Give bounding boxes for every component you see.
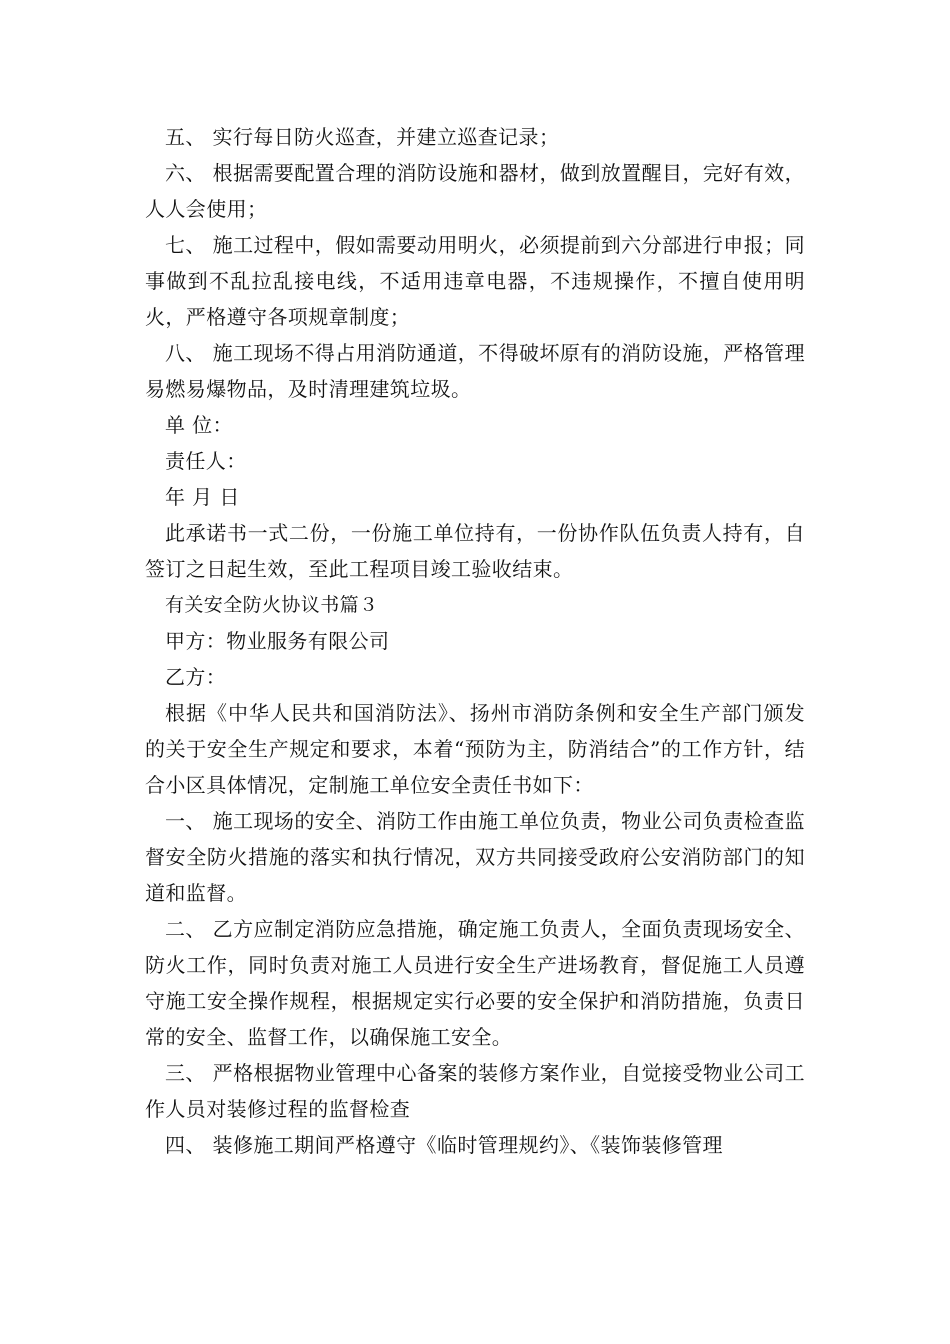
party-a: 甲方：物业服务有限公司: [165, 629, 390, 653]
party-b: 乙方：: [165, 665, 227, 689]
copies-note: 此承诺书一式二份，一份施工单位持有，一份协作队伍负责人持有，自签订之日起生效，至此工程项目竣工验收结束。: [145, 521, 805, 581]
clause-8: 八、 施工现场不得占用消防通道，不得破坏原有的消防设施，严格管理易燃易爆物品，及时清理建筑垃圾。: [145, 341, 805, 401]
document-body: [145, 119, 805, 1163]
article-3: 三、 严格根据物业管理中心备案的装修方案作业，自觉接受物业公司工作人员对装修过程的监督检查: [145, 1061, 805, 1121]
article-4: 四、 装修施工期间严格遵守《临时管理规约》、《装饰装修管理: [165, 1133, 723, 1157]
preamble: 根据《中华人民共和国消防法》、扬州市消防条例和安全生产部门颁发的关于安全生产规定和要求，本着“预防为主，防消结合”的工作方针，结合小区具体情况，定制施工单位安全责任书如下：: [145, 701, 805, 797]
section-title: 有关安全防火协议书篇３: [165, 594, 379, 616]
signature-responsible-person: 责任人：: [165, 449, 247, 473]
clause-7: 七、 施工过程中，假如需要动用明火，必须提前到六分部进行申报；同事做到不乱拉乱接电线，不适用违章电器，不违规操作，不擅自使用明火，严格遵守各项规章制度；: [145, 233, 805, 329]
signature-unit: 单 位：: [165, 413, 233, 437]
clause-5: 五、 实行每日防火巡查，并建立巡查记录；: [165, 125, 560, 149]
article-1: 一、 施工现场的安全、消防工作由施工单位负责，物业公司负责检查监督安全防火措施的落实和执行情况，双方共同接受政府公安消防部门的知道和监督。: [145, 809, 805, 905]
signature-date: 年 月 日: [165, 485, 240, 509]
clause-6: 六、 根据需要配置合理的消防设施和器材，做到放置醒目，完好有效，人人会使用；: [145, 161, 805, 221]
article-2: 二、 乙方应制定消防应急措施，确定施工负责人，全面负责现场安全、防火工作，同时负责对施工人员进行安全生产进场教育，督促施工人员遵守施工安全操作规程，根据规定实行必要的安全保护和消防措施，负责日常的安全、监督工作，以确保施工安全。: [145, 917, 805, 1049]
